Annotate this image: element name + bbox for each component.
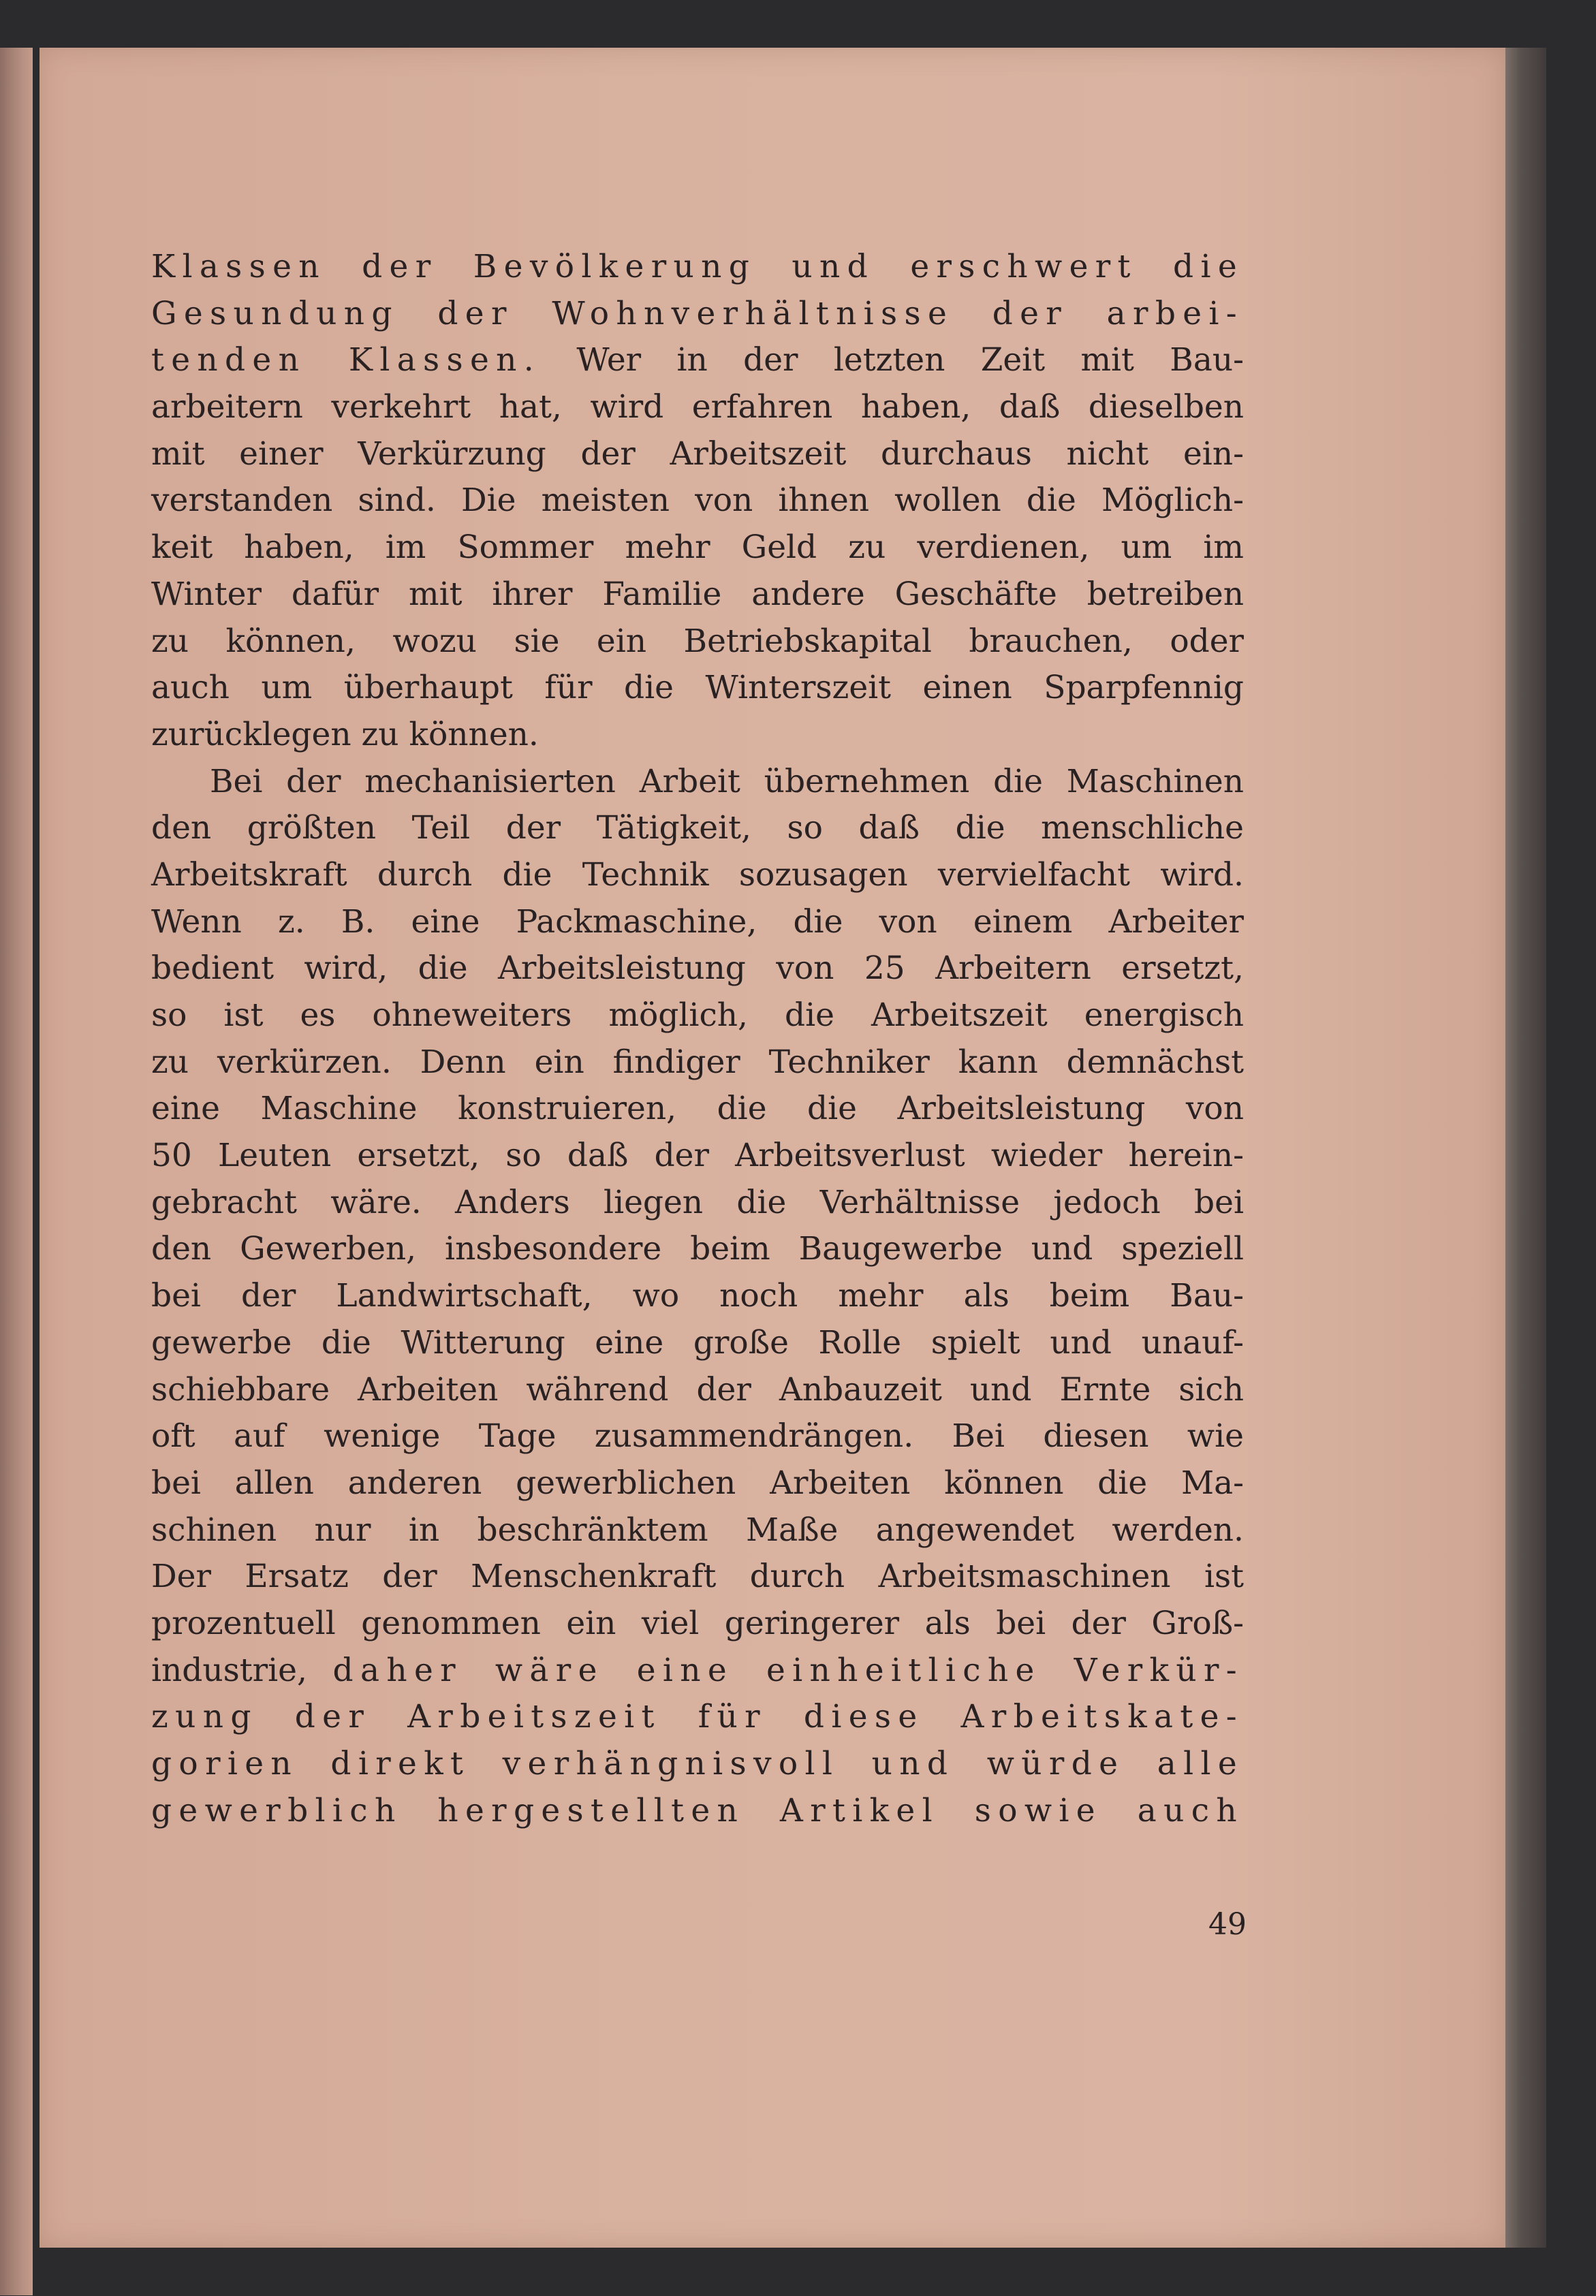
text-line-21: gebracht wäre. Anders liegen die Verhältnisse jedoch bei: [151, 1183, 1244, 1221]
text-line-34: gewerblich hergestellten Artikel sowie auch: [151, 1791, 1244, 1829]
text-line-17: so ist es ohneweiters möglich, die Arbeitszeit energisch: [151, 996, 1244, 1034]
emphasized-phrase: tenden Klassen.: [151, 341, 542, 379]
text-line-6: verstanden sind. Die meisten von ihnen wollen die Möglich-: [151, 482, 1244, 520]
text-line-18: zu verkürzen. Denn ein findiger Techniker kann demnächst: [151, 1043, 1244, 1081]
left-page-edge: [0, 48, 33, 2295]
text-line-25: schiebbare Arbeiten während der Anbauzeit und Ernte sich: [151, 1370, 1244, 1409]
text-line-13: den größten Teil der Tätigkeit, so daß die menschliche: [151, 809, 1244, 847]
body-text: [151, 244, 1244, 1834]
text-line-28: schinen nur in beschränktem Maße angewendet werden.: [151, 1511, 1244, 1549]
text-line-3: [151, 337, 1244, 384]
text-line-5: mit einer Verkürzung der Arbeitszeit durchaus nicht ein-: [151, 435, 1244, 473]
text-line-16: bedient wird, die Arbeitsleistung von 25 Arbeitern ersetzt,: [151, 949, 1244, 988]
text-line-14: Arbeitskraft durch die Technik sozusagen vervielfacht wird.: [151, 855, 1244, 894]
book-binding-edge: [1505, 48, 1546, 2248]
text-line-4: arbeitern verkehrt hat, wird erfahren haben, daß dieselben: [151, 388, 1244, 426]
text-line-20: 50 Leuten ersetzt, so daß der Arbeitsverlust wieder herein-: [151, 1137, 1244, 1175]
text-line-27: bei allen anderen gewerblichen Arbeiten können die Ma-: [151, 1464, 1244, 1502]
text-line-33: gorien direkt verhängnisvoll und würde alle: [151, 1745, 1244, 1782]
text-line-2: Gesundung der Wohnverhältnisse der arbei-: [151, 294, 1244, 332]
text-line-11: zurücklegen zu können.: [151, 715, 539, 753]
emphasized-phrase-2: daher wäre eine einheitliche Verkür-: [332, 1651, 1244, 1689]
text-line-26: oft auf wenige Tage zusammendrängen. Bei diesen wie: [151, 1417, 1244, 1456]
page-number: 49: [1208, 1907, 1247, 1942]
text-line-3-rest: Wer in der letzten Zeit mit Bau-: [541, 341, 1244, 379]
text-line-29: Der Ersatz der Menschenkraft durch Arbeitsmaschinen ist: [151, 1558, 1244, 1596]
text-line-23: bei der Landwirtschaft, wo noch mehr als beim Bau-: [151, 1277, 1244, 1315]
text-line-7: keit haben, im Sommer mehr Geld zu verdienen, um im: [151, 529, 1244, 567]
text-line-22: den Gewerben, insbesondere beim Baugewerbe und speziell: [151, 1230, 1244, 1268]
text-line-15: Wenn z. B. eine Packmaschine, die von einem Arbeiter: [151, 902, 1244, 941]
text-line-1: Klassen der Bevölkerung und erschwert die: [151, 248, 1244, 285]
text-line-10: auch um überhaupt für die Winterszeit einen Sparpfennig: [151, 669, 1244, 707]
text-line-24: gewerbe die Witterung eine große Rolle spielt und unauf-: [151, 1323, 1244, 1362]
text-line-31-plain: industrie,: [151, 1651, 333, 1689]
text-line-19: eine Maschine konstruieren, die die Arbeitsleistung von: [151, 1090, 1244, 1128]
text-line-30: prozentuell genommen ein viel geringerer als bei der Groß-: [151, 1604, 1244, 1642]
text-line-32: zung der Arbeitszeit für diese Arbeitskate-: [151, 1698, 1244, 1736]
text-line-12: Bei der mechanisierten Arbeit übernehmen die Maschinen: [210, 762, 1244, 800]
text-line-9: zu können, wozu sie ein Betriebskapital brauchen, oder: [151, 622, 1244, 660]
text-line-8: Winter dafür mit ihrer Familie andere Geschäfte betreiben: [151, 575, 1244, 613]
text-line-31: [151, 1648, 1244, 1695]
